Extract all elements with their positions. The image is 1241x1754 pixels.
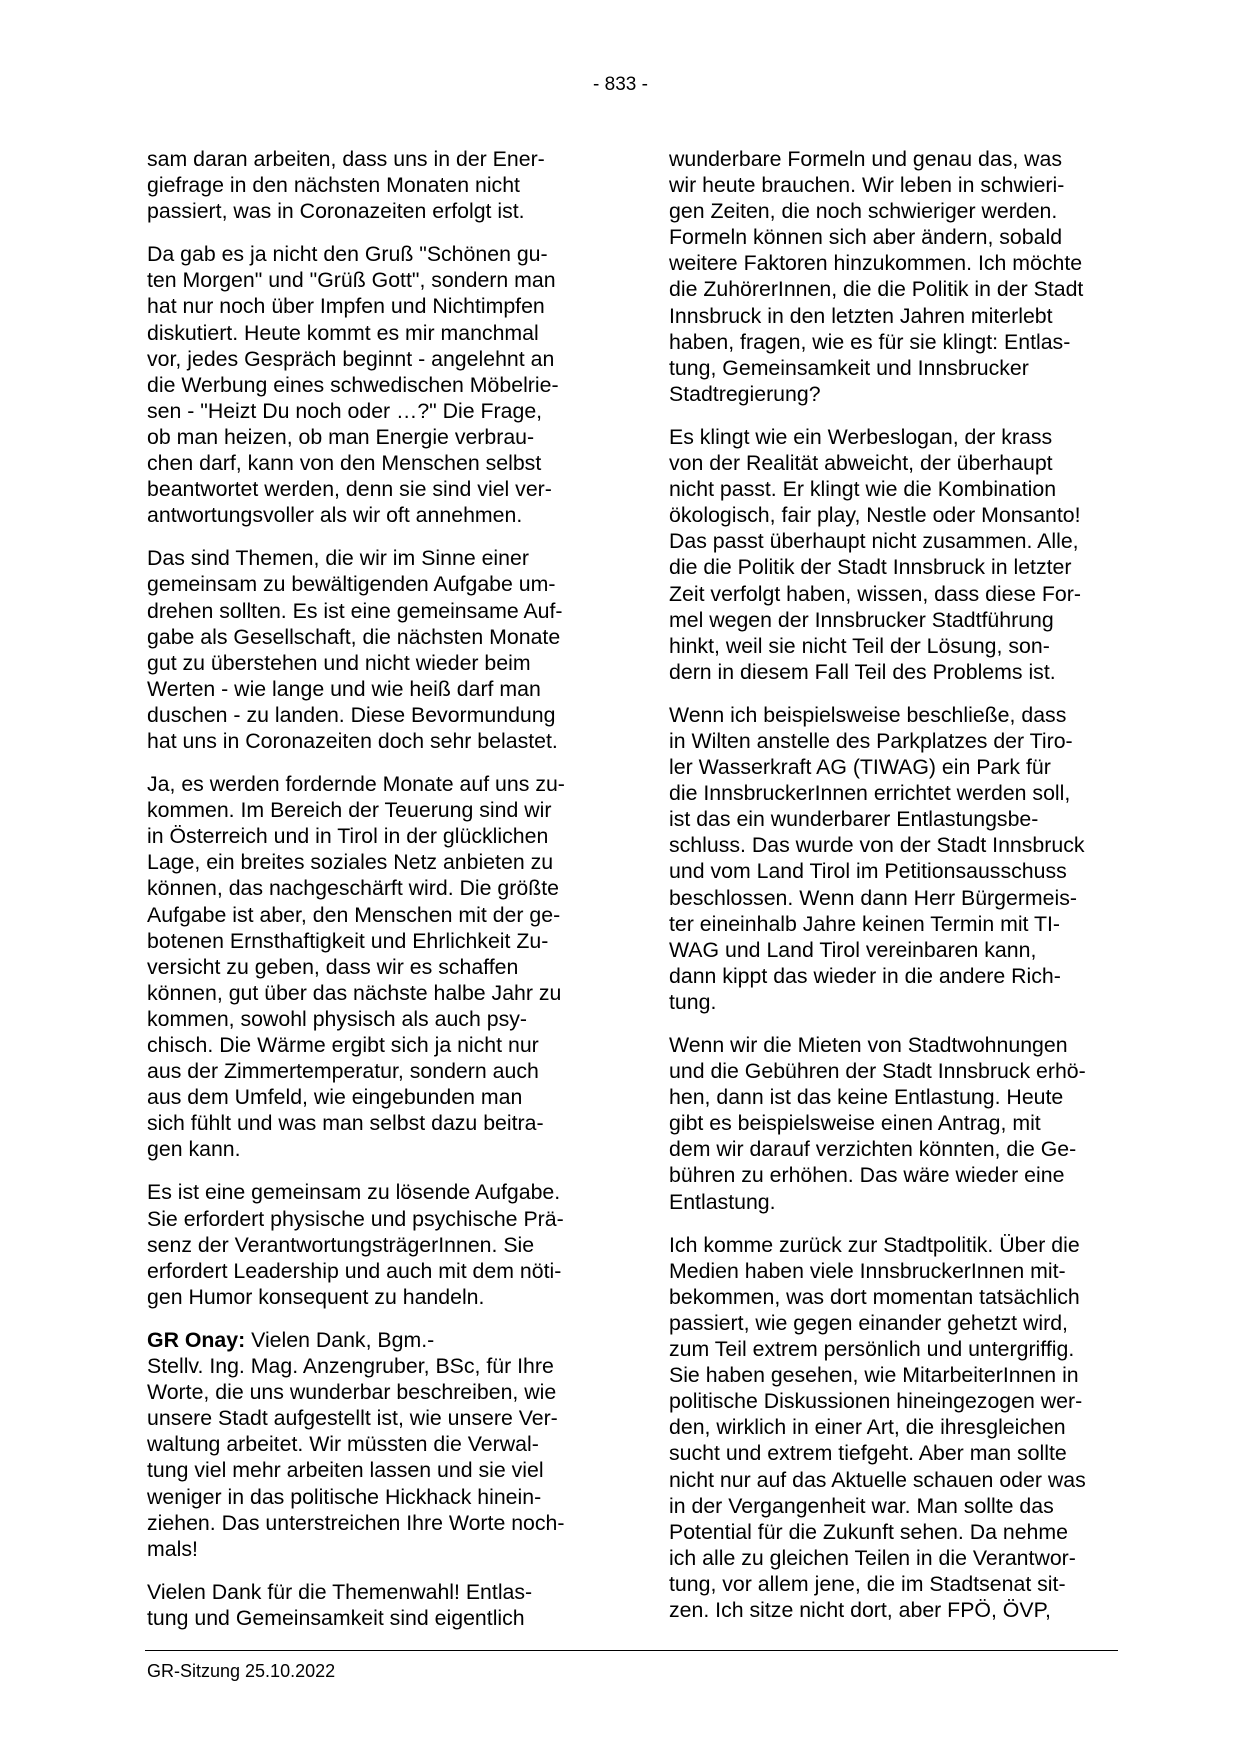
paragraph: Es ist eine gemeinsam zu lösende Aufgabe. Sie erfordert physische und psychische Prä- senz der VerantwortungsträgerInnen. Sie erfordert Leadership und auch mit dem nöti- gen Humor konsequent zu handeln.: [147, 1180, 564, 1309]
page-number: - 833 -: [593, 74, 648, 95]
paragraph: wunderbare Formeln und genau das, was wir heute brauchen. Wir leben in schwieri- gen Zeiten, die noch schwieriger werden. Formeln können sich aber ändern, sobald weitere Faktoren hinzukommen. Ich möchte die ZuhörerInnen, die die Politik in der Stadt Innsbruck in den letzten Jahren miterlebt haben, fragen, wie es für sie klingt: Entlas- tung, Gemeinsamkeit und Innsbrucker Stadtregierung?: [669, 147, 1084, 406]
paragraph: Vielen Dank für die Themenwahl! Entlas- tung und Gemeinsamkeit sind eigentlich: [147, 1579, 533, 1630]
paragraph: Wenn ich beispielsweise beschließe, dass in Wilten anstelle des Parkplatzes der Tiro- ler Wasserkraft AG (TIWAG) ein Park für die InnsbruckerInnen errichtet werden soll, ist das ein wunderbarer Entlastungsbe- schluss. Das wurde von der Stadt Innsbruck und vom Land Tirol im Petitionsausschuss beschlossen. Wenn dann Herr Bürgermeis- ter eineinhalb Jahre keinen Termin mit TI- WAG und Land Tirol vereinbaren kann, dann kippt das wieder in die andere Rich- tung.: [669, 702, 1085, 1014]
paragraph: Es klingt wie ein Werbeslogan, der krass von der Realität abweicht, der überhaupt nicht passt. Er klingt wie die Kombination ökologisch, fair play, Nestle oder Monsanto! Das passt überhaupt nicht zusammen. Alle, die die Politik der Stadt Innsbruck in letzter Zeit verfolgt haben, wissen, dass diese For- mel wegen der Innsbrucker Stadtführung hinkt, weil sie nicht Teil der Lösung, son- dern in diesem Fall Teil des Problems ist.: [669, 424, 1081, 684]
paragraph: Wenn wir die Mieten von Stadtwohnungen und die Gebühren der Stadt Innsbruck erhö- hen, dann ist das keine Entlastung. Heute gibt es beispielsweise einen Antrag, mit dem wir darauf verzichten könnten, die Ge- bühren zu erhöhen. Das wäre wieder eine Entlastung.: [669, 1033, 1086, 1214]
left-column: [147, 146, 609, 1631]
right-column: [669, 146, 1131, 1623]
speaker-name: GR Onay:: [147, 1327, 246, 1352]
paragraph: Ich komme zurück zur Stadtpolitik. Über die Medien haben viele InnsbruckerInnen mit- bekommen, was dort momentan tatsächlich passiert, wie gegen einander gehetzt wird, zum Teil extrem persönlich und untergriffig. Sie haben gesehen, wie MitarbeiterInnen in politische Diskussionen hineingezogen wer- den, wirklich in einer Art, die ihresgleichen sucht und extrem tiefgeht. Aber man sollte nicht nur auf das Aktuelle schauen oder was in der Vergangenheit war. Man sollte das Potential für die Zukunft sehen. Da nehme ich alle zu gleichen Teilen in die Verantwor- tung, vor allem jene, die im Stadtsenat sit- zen. Ich sitze nicht dort, aber FPÖ, ÖVP,: [669, 1232, 1086, 1622]
paragraph: sam daran arbeiten, dass uns in der Ener- giefrage in den nächsten Monaten nicht passiert, was in Coronazeiten erfolgt ist.: [147, 147, 545, 224]
paragraph: Das sind Themen, die wir im Sinne einer gemeinsam zu bewältigenden Aufgabe um- drehen sollten. Es ist eine gemeinsame Auf- gabe als Gesellschaft, die nächsten Monate gut zu überstehen und nicht wieder beim Werten - wie lange und wie heiß darf man duschen - zu landen. Diese Bevormundung hat uns in Coronazeiten doch sehr belastet.: [147, 546, 563, 753]
footer-session-date: GR-Sitzung 25.10.2022: [147, 1661, 336, 1681]
speaker-paragraph: [147, 1327, 609, 1562]
footer-divider: [145, 1650, 1118, 1651]
paragraph: Ja, es werden fordernde Monate auf uns zu- kommen. Im Bereich der Teuerung sind wir in Österreich und in Tirol in der glücklichen Lage, ein breites soziales Netz anbieten zu können, das nachgeschärft wird. Die größte Aufgabe ist aber, den Menschen mit der ge- botenen Ernsthaftigkeit und Ehrlichkeit Zu- versicht zu geben, dass wir es schaffen können, gut über das nächste halbe Jahr zu kommen, sowohl physisch als auch psy- chisch. Die Wärme ergibt sich ja nicht nur aus der Zimmertemperatur, sondern auch aus dem Umfeld, wie eingebunden man sich fühlt und was man selbst dazu beitra- gen kann.: [147, 772, 565, 1162]
speaker-text: Vielen Dank, Bgm.- Stellv. Ing. Mag. Anzengruber, BSc, für Ihre Worte, die uns wunderbar beschreiben, wie unsere Stadt aufgestellt ist, wie unsere Ver- waltung arbeitet. Wir müssten die Verwal- tung viel mehr arbeiten lassen und sie viel weniger in das politische Hickhack hinein- ziehen. Das unterstreichen Ihre Worte noch- mals!: [147, 1327, 565, 1561]
paragraph: Da gab es ja nicht den Gruß "Schönen gu- ten Morgen" und "Grüß Gott", sondern man hat nur noch über Impfen und Nichtimpfen diskutiert. Heute kommt es mir manchmal vor, jedes Gespräch beginnt - angelehnt an die Werbung eines schwedischen Möbelrie- sen - "Heizt Du noch oder …?" Die Frage, ob man heizen, ob man Energie verbrau- chen darf, kann von den Menschen selbst beantwortet werden, denn sie sind viel ver- antwortungsvoller als wir oft annehmen.: [147, 242, 559, 528]
